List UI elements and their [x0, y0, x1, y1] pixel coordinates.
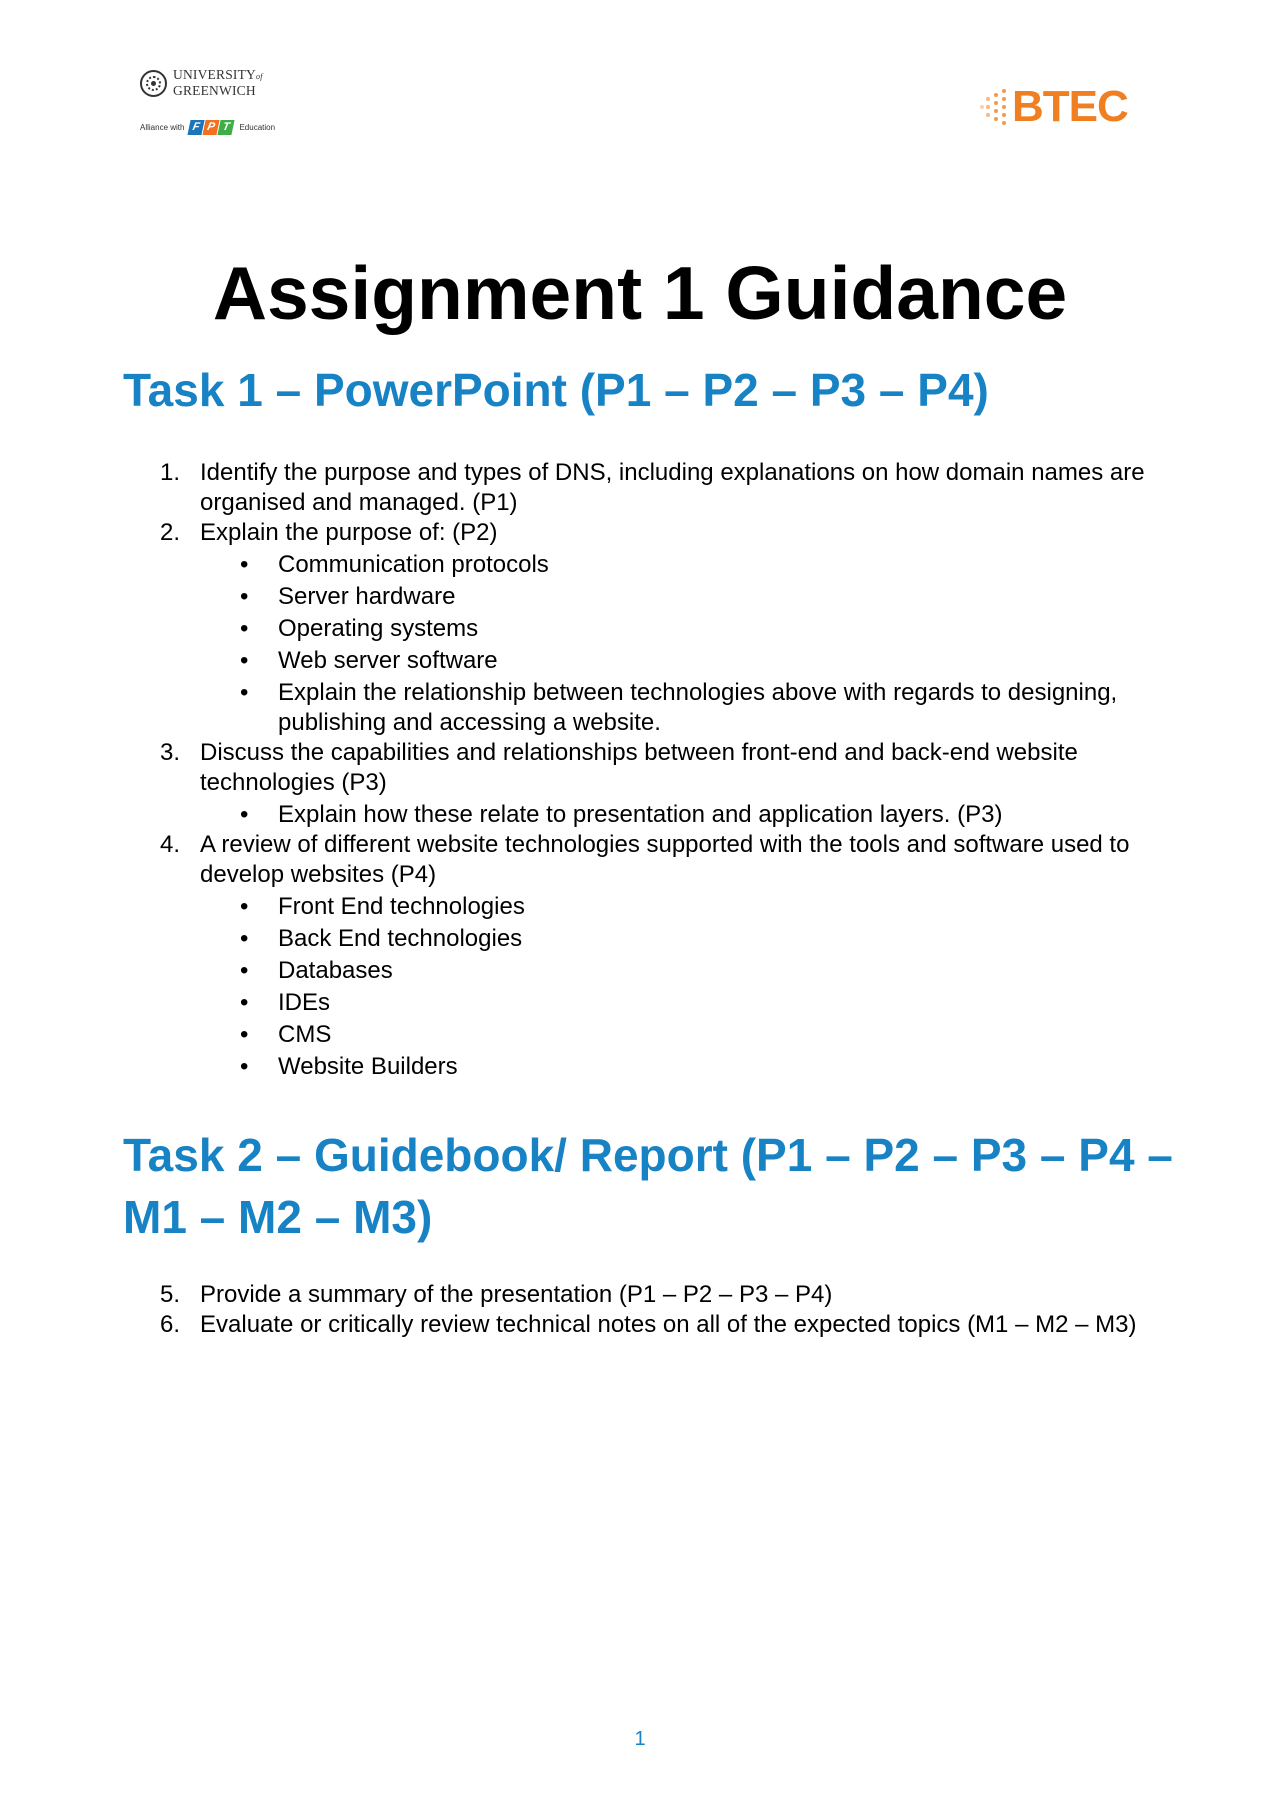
list-item-text: A review of different website technologies supported with the tools and software used to develop websites (P4) [200, 831, 1130, 888]
list-item-text: Provide a summary of the presentation (P1 – P2 – P3 – P4) [200, 1281, 833, 1308]
task1-item-3-bullets [278, 800, 1170, 830]
fpt-letter-t: T [218, 120, 235, 135]
alliance-suffix: Education [239, 123, 276, 132]
task2-item-5 [160, 1280, 1170, 1310]
bullet-item: • Explain how these relate to presentation and application layers. (P3) [278, 800, 1170, 830]
task1-list [160, 458, 1170, 1082]
university-line2: GREENWICH [173, 83, 256, 98]
task2-heading: Task 2 – Guidebook/ Report (P1 – P2 – P3 – P4 – M1 – M2 – M3) [123, 1129, 1173, 1243]
university-name [173, 68, 263, 98]
university-of-greenwich-logo [140, 66, 320, 146]
task1-heading: Task 1 – PowerPoint (P1 – P2 – P3 – P4) [123, 364, 989, 416]
fpt-logo [189, 120, 234, 135]
bullet-item: • Website Builders [278, 1052, 1170, 1082]
list-item-text: Explain the purpose of: (P2) [200, 519, 498, 546]
bullet-item: • Front End technologies [278, 892, 1170, 922]
btec-wordmark: BTEC [1012, 82, 1128, 131]
university-crest-icon [140, 70, 167, 97]
list-item-text: Identify the purpose and types of DNS, including explanations on how domain names are organised and managed. (P1) [200, 459, 1145, 516]
task1-item-1 [160, 458, 1170, 518]
task1-item-3 [160, 738, 1170, 830]
alliance-prefix: Alliance with [140, 123, 185, 132]
btec-logo [980, 82, 1128, 132]
bullet-item: • IDEs [278, 988, 1170, 1018]
university-line1: UNIVERSITY [173, 67, 256, 82]
bullet-item: • Back End technologies [278, 924, 1170, 954]
task1-item-2-bullets [278, 550, 1170, 738]
task2-item-6 [160, 1310, 1170, 1340]
btec-dots-icon [980, 85, 1010, 129]
bullet-item: • Web server software [278, 646, 1170, 676]
bullet-item: • Communication protocols [278, 550, 1170, 580]
list-number: 1. [160, 459, 181, 486]
task1-item-2 [160, 518, 1170, 738]
fpt-letter-f: F [188, 120, 205, 135]
bullet-item: • Explain the relationship between technologies above with regards to designing, publishing and accessing a website. [278, 678, 1170, 738]
page-title: Assignment 1 Guidance [212, 251, 1068, 335]
university-crest-row [140, 68, 263, 98]
task2-list [160, 1280, 1170, 1340]
task1-item-4 [160, 830, 1170, 1082]
list-number: 4. [160, 831, 181, 858]
list-number: 5. [160, 1281, 181, 1308]
list-number: 3. [160, 739, 181, 766]
task1-item-4-bullets [278, 892, 1170, 1082]
university-of: of [256, 72, 263, 81]
list-item-text: Evaluate or critically review technical notes on all of the expected topics (M1 – M2 – M3) [200, 1311, 1137, 1338]
list-item-text: Discuss the capabilities and relationships between front-end and back-end website technologies (P3) [200, 739, 1078, 796]
fpt-alliance-row [140, 120, 275, 135]
list-number: 6. [160, 1311, 181, 1338]
page-number: 1 [634, 1728, 646, 1750]
fpt-letter-p: P [203, 120, 220, 135]
list-number: 2. [160, 519, 181, 546]
bullet-item: • CMS [278, 1020, 1170, 1050]
bullet-item: • Databases [278, 956, 1170, 986]
bullet-item: • Operating systems [278, 614, 1170, 644]
bullet-item: • Server hardware [278, 582, 1170, 612]
